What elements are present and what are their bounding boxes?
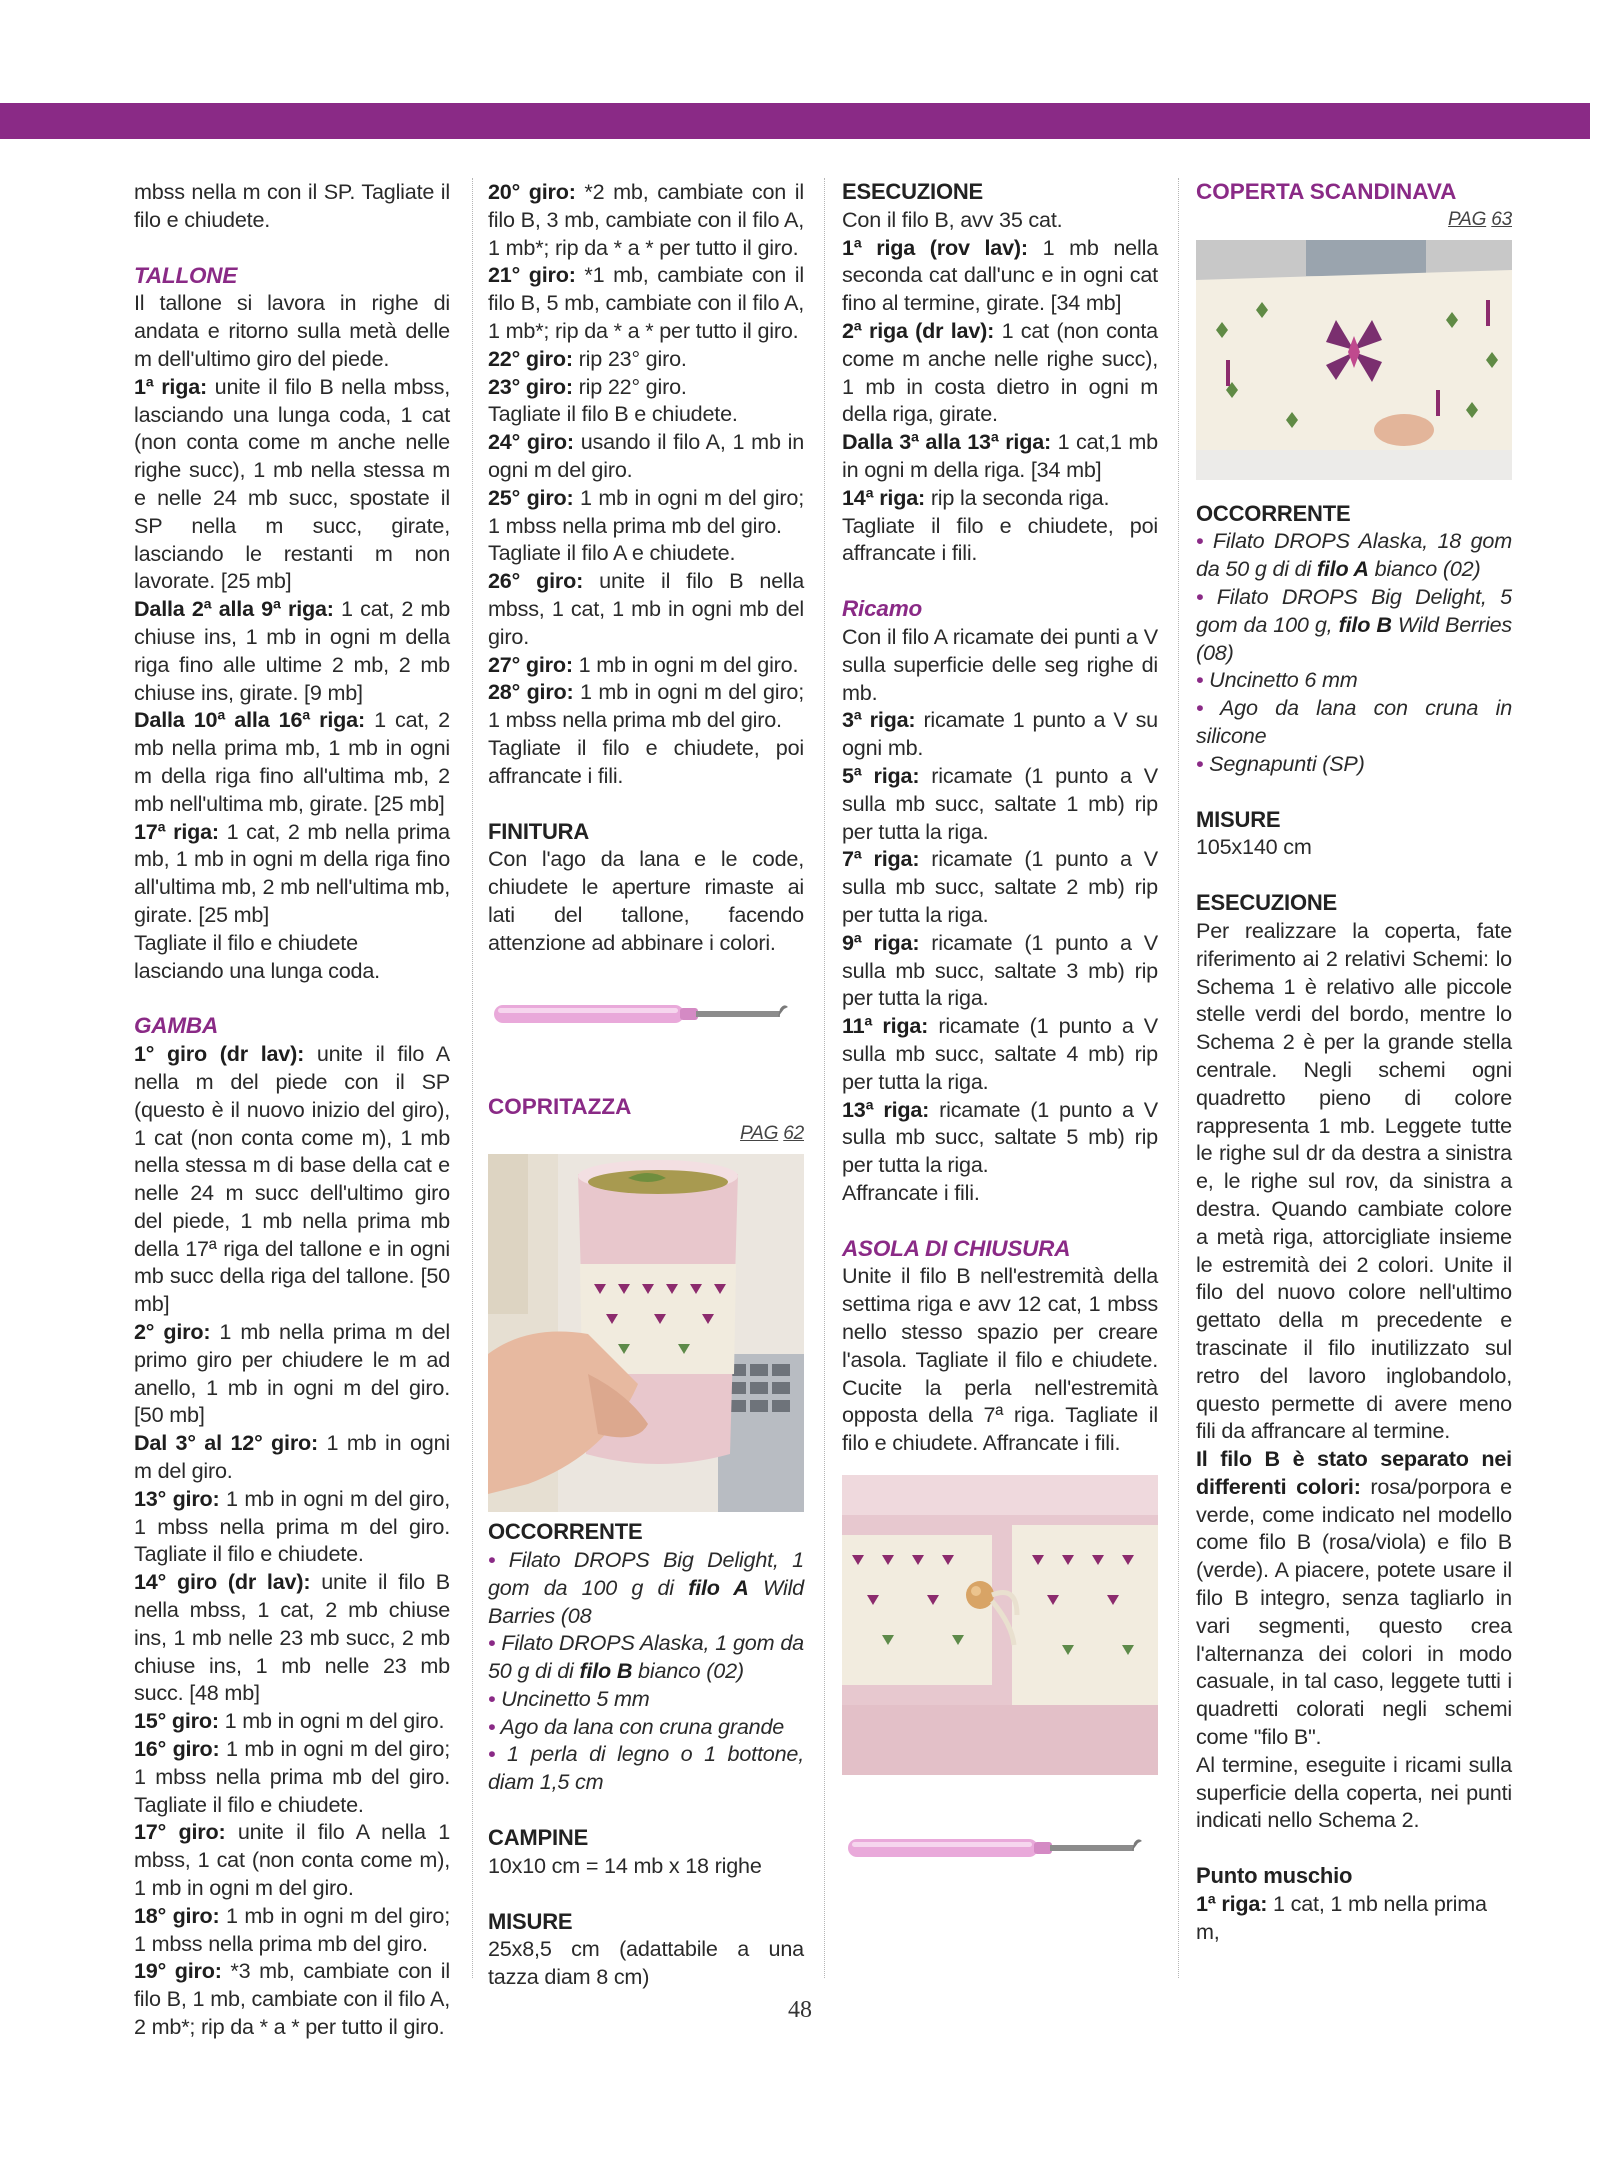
instruction-row: 14ª riga: rip la seconda riga. — [842, 484, 1110, 510]
column-divider — [824, 178, 825, 1978]
column-1 — [134, 178, 450, 2041]
section-title-misure: MISURE — [488, 1908, 573, 1934]
instruction-row: Dalla 10ª alla 16ª riga: 1 cat, 2 mb nella prima mb, 1 mb in ogni m della riga fino all'ultima mb, 2 mb nell'ultima mb, girate. [25 mb] — [134, 707, 450, 816]
section-title-esecuzione: ESECUZIONE — [842, 179, 984, 204]
instruction-row: 24° giro: usando il filo A, 1 mb in ogni m del giro. — [488, 429, 804, 482]
section-title-gamba: GAMBA — [134, 1013, 218, 1039]
section-title-finitura: FINITURA — [488, 818, 590, 844]
instruction-row: 13° giro: 1 mb in ogni m del giro, 1 mbss nella prima m del giro. Tagliate il filo e chiudete. — [134, 1485, 450, 1567]
page-number: 48 — [788, 1997, 812, 2023]
instruction-row: 15° giro: 1 mb in ogni m del giro. — [134, 1708, 445, 1734]
section-title-coperta: COPERTA SCANDINAVA — [1196, 179, 1457, 204]
paragraph: Il filo B è stato separato nei differenti colori: rosa/porpora e verde, come indicato nel modello come filo B (rosa/viola) e filo B (verde). A piacere, potete usare il filo B integro, senza tagliarlo in vari segmenti, questo crea l'alternanza dei colori in modo casuale, in tal caso, leggete tutti i quadretti colorati negli schemi come "filo B". — [1196, 1446, 1512, 1750]
column-3 — [842, 178, 1158, 1883]
instruction-row: 23° giro: rip 22° giro. — [488, 373, 687, 399]
instruction-row: 5ª riga: ricamate (1 punto a V sulla mb succ, saltate 1 mb) rip per tutta la riga. — [842, 762, 1158, 844]
section-title-occorrente: OCCORRENTE — [1196, 500, 1351, 526]
column-2 — [488, 178, 804, 1991]
list-item: • Filato DROPS Alaska, 1 gom da 50 g di di filo B bianco (02) — [488, 1630, 804, 1684]
instruction-row: 22° giro: rip 23° giro. — [488, 345, 687, 371]
list-item: • Ago da lana con cruna in silicone — [1196, 695, 1512, 748]
instruction-row: Dalla 2ª alla 9ª riga: 1 cat, 2 mb chiuse ins, 1 mb in ogni m della riga fino alle ultime 2 mb, 2 mb chiuse ins, girate. [9 mb] — [134, 596, 451, 705]
header-band — [0, 103, 1590, 139]
paragraph: Al termine, eseguite i ricami sulla superficie della coperta, nei punti indicati nello Schema 2. — [1196, 1751, 1512, 1833]
list-item: • Ago da lana con cruna grande — [488, 1713, 785, 1739]
instruction-row: 14° giro (dr lav): unite il filo B nella mbss, 1 cat, 2 mb chiuse ins, 1 mb nelle 23 mb succ, 2 mb chiuse ins, 1 mb nelle 23 mb succ. [48 mb] — [134, 1569, 450, 1706]
section-title-tallone: TALLONE — [134, 262, 238, 288]
paragraph: Tagliate il filo B e chiudete. — [488, 401, 738, 427]
instruction-row: 17° giro: unite il filo A nella 1 mbss, 1 cat (non conta come m), 1 mb in ogni m del giro. — [134, 1819, 451, 1901]
list-item: • 1 perla di legno o 1 bottone, diam 1,5 cm — [488, 1741, 804, 1795]
instruction-row: 27° giro: 1 mb in ogni m del giro. — [488, 651, 799, 677]
instruction-row: 3ª riga: ricamate 1 punto a V su ogni mb. — [842, 707, 1158, 761]
column-4 — [1196, 178, 1512, 1946]
mug-cozy-closure-photo — [842, 1475, 1158, 1775]
crochet-hook-illustration — [488, 979, 804, 1049]
instruction-row: 28° giro: 1 mb in ogni m del giro; 1 mbss nella prima mb del giro. — [488, 679, 804, 733]
instruction-row: 17ª riga: 1 cat, 2 mb nella prima mb, 1 mb in ogni m della riga fino all'ultima mb, 2 mb nell'ultima mb, girate. [25 mb] — [134, 818, 450, 927]
instruction-row: 9ª riga: ricamate (1 punto a V sulla mb succ, saltate 3 mb) rip per tutta la riga. — [842, 929, 1158, 1011]
instruction-row: 18° giro: 1 mb in ogni m del giro; 1 mbss nella prima mb del giro. — [134, 1902, 450, 1956]
blanket-photo — [1196, 240, 1512, 480]
instruction-row: 16° giro: 1 mb in ogni m del giro; 1 mbss nella prima mb del giro. Tagliate il filo e chiudete. — [134, 1736, 450, 1817]
list-item: • Filato DROPS Big Delight, 5 gom da 100 g, filo B Wild Berries (08) — [1196, 583, 1513, 665]
instruction-row: 1ª riga: unite il filo B nella mbss, lasciando una lunga coda, 1 cat (non conta come m anche nelle righe succ), 1 mb nella stessa m e nelle 24 mb succ, spostate il SP nella m succ, girate, lasciando le restanti m non lavorate. [25 mb] — [134, 373, 450, 594]
instruction-row: 19° giro: *3 mb, cambiate con il filo B, 1 mb, cambiate con il filo A, 2 mb*; rip da * a * per tutto il giro. — [134, 1958, 450, 2039]
paragraph: Il tallone si lavora in righe di andata e ritorno sulla metà delle m dell'ultimo giro del piede. — [134, 290, 450, 371]
paragraph: 105x140 cm — [1196, 834, 1312, 860]
paragraph: Affrancate i fili. — [842, 1179, 980, 1205]
list-item: • Filato DROPS Big Delight, 1 gom da 100 g di filo A Wild Barries (08 — [488, 1546, 804, 1628]
paragraph: Con il filo A ricamate dei punti a V sulla superficie delle seg righe di mb. — [842, 623, 1158, 705]
paragraph: Tagliate il filo A e chiudete. — [488, 540, 736, 566]
section-title-esecuzione: ESECUZIONE — [1196, 890, 1338, 916]
section-title-copritazza: COPRITAZZA — [488, 1093, 632, 1119]
instruction-row: 21° giro: *1 mb, cambiate con il filo B, 5 mb, cambiate con il filo A, 1 mb*; rip da * a * per tutto il giro. — [488, 262, 804, 343]
section-title-ricamo: Ricamo — [842, 596, 923, 622]
instruction-row: 2° giro: 1 mb nella prima m del primo giro per chiudere le m ad anello, 1 mb in ogni m del giro. [50 mb] — [134, 1319, 450, 1428]
section-title-misure: MISURE — [1196, 806, 1281, 832]
list-item: • Filato DROPS Alaska, 18 gom da 50 g di di filo A bianco (02) — [1196, 528, 1512, 582]
instruction-row: Dal 3° al 12° giro: 1 mb in ogni m del giro. — [134, 1430, 450, 1484]
paragraph: Unite il filo B nell'estremità della settima riga e avv 12 cat, 1 mbss nello stesso spazio per creare l'asola. Tagliate il filo e chiudete. Cucite la perla nell'estremità opposta della 7ª riga. Tagliate il filo e chiudete. Affrancate i fili. — [842, 1263, 1158, 1456]
paragraph: Tagliate il filo e chiudete lasciando una lunga coda. — [134, 929, 380, 983]
instruction-row: 1ª riga (rov lav): 1 mb nella seconda cat dall'unc e in ogni cat fino al termine, girate. [34 mb] — [842, 234, 1158, 316]
list-item: • Uncinetto 6 mm — [1196, 667, 1358, 693]
paragraph: Con l'ago da lana e le code, chiudete le aperture rimaste ai lati del tallone, facendo attenzione ad abbinare i colori. — [488, 846, 804, 955]
column-divider — [1178, 178, 1179, 1978]
instruction-row: 11ª riga: ricamate (1 punto a V sulla mb succ, saltate 4 mb) rip per tutta la riga. — [842, 1013, 1158, 1094]
list-item: • Segnapunti (SP) — [1196, 750, 1365, 776]
page-reference: PAG 63 — [1448, 208, 1512, 230]
instruction-row: 26° giro: unite il filo B nella mbss, 1 cat, 1 mb in ogni mb del giro. — [488, 568, 805, 649]
instruction-row: 1° giro (dr lav): unite il filo A nella m del piede con il SP (questo è il nuovo inizio del giro), 1 cat (non conta come m), 1 mb nella stessa m di base della cat e nelle 24 m succ dell'ultimo giro del piede, 1 mb nella prima mb della 17ª riga del tallone e in ogni mb succ della riga del tallone. [50 mb] — [134, 1041, 450, 1317]
list-item: • Uncinetto 5 mm — [488, 1685, 650, 1711]
instruction-row: 7ª riga: ricamate (1 punto a V sulla mb succ, saltate 2 mb) rip per tutta la riga. — [842, 846, 1158, 927]
page-reference: PAG 62 — [740, 1123, 804, 1145]
instruction-row: 1ª riga: 1 cat, 1 mb nella prima m, — [1196, 1891, 1487, 1944]
section-title-punto-muschio: Punto muschio — [1196, 1863, 1353, 1889]
section-title-campine: CAMPINE — [488, 1825, 589, 1851]
paragraph: Tagliate il filo e chiudete, poi affrancate i fili. — [842, 512, 1158, 566]
instruction-row: 20° giro: *2 mb, cambiate con il filo B, 3 mb, cambiate con il filo A, 1 mb*; rip da * a * per tutto il giro. — [488, 179, 804, 260]
instruction-row: Dalla 3ª alla 13ª riga: 1 cat,1 mb in ogni m della riga. [34 mb] — [842, 429, 1158, 482]
section-title-asola: ASOLA DI CHIUSURA — [842, 1235, 1071, 1261]
crochet-hook-illustration — [842, 1813, 1158, 1883]
paragraph: 25x8,5 cm (adattabile a una tazza diam 8 cm) — [488, 1936, 804, 1990]
column-divider — [472, 178, 473, 1978]
mug-cozy-photo — [488, 1154, 804, 1512]
section-title-occorrente: OCCORRENTE — [488, 1519, 643, 1545]
paragraph: 10x10 cm = 14 mb x 18 righe — [488, 1852, 762, 1878]
instruction-row: 25° giro: 1 mb in ogni m del giro; 1 mbss nella prima mb del giro. — [488, 484, 804, 538]
paragraph: Per realizzare la coperta, fate riferimento ai 2 relativi Schemi: lo Schema 1 è relativo alle piccole stelle verdi del bordo, mentre lo Schema 2 è per la grande stella centrale. Negli schemi ogni quadretto pieno di colore rappresenta 1 mb. Leggete tutte le righe sul dr da destra a sinistra e, le righe sul rov, da sinistra a destra. Quando cambiate colore a metà riga, attorcigliate insieme le estremità dei 2 colori. Unite il filo del nuovo colore nell'ultimo gettato della m precedente e trascinate il filo inutilizzato sul retro del lavoro inglobandolo, questo permette di avere meno fili da affrancare al termine. — [1196, 917, 1512, 1444]
instruction-row: 2ª riga (dr lav): 1 cat (non conta come m anche nelle righe succ), 1 mb in costa dietro in ogni m della riga, girate. — [842, 317, 1158, 427]
paragraph: mbss nella m con il SP. Tagliate il filo e chiudete. — [134, 179, 450, 232]
instruction-row: 13ª riga: ricamate (1 punto a V sulla mb succ, saltate 5 mb) rip per tutta la riga. — [842, 1096, 1158, 1178]
paragraph: Con il filo B, avv 35 cat. — [842, 206, 1063, 232]
paragraph: Tagliate il filo e chiudete, poi affrancate i fili. — [488, 734, 804, 788]
